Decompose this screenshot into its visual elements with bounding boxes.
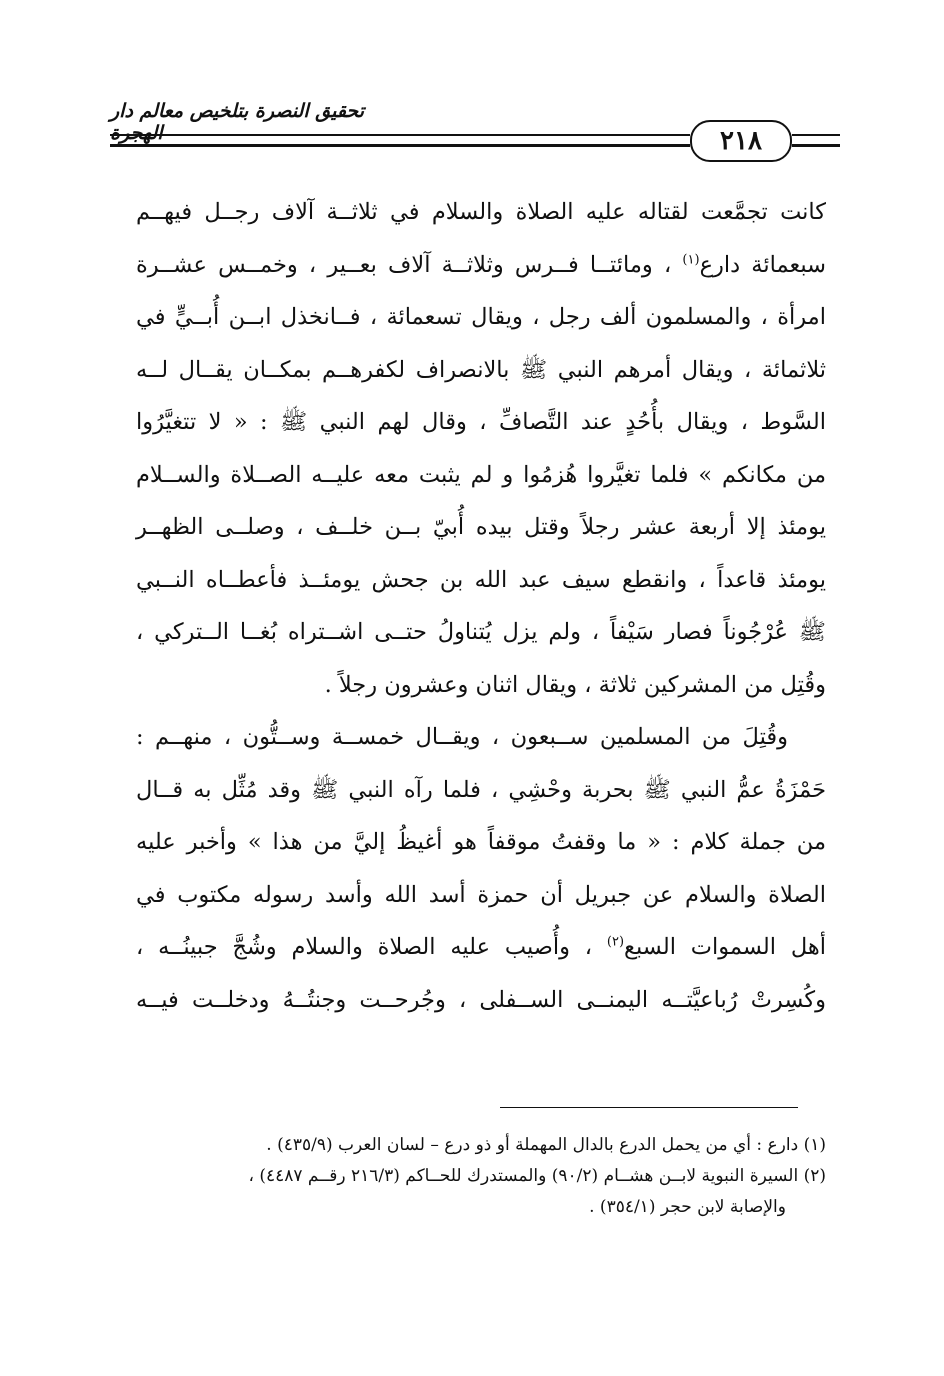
body-line-text: أهل السموات السبع	[624, 934, 826, 960]
body-line: حَمْزَةُ عمُّ النبي ﷺ بحربة وحْشِي ، فلما رآه النبي ﷺ وقد مُثِّل به قــال	[136, 776, 826, 803]
header-rule-thin	[110, 134, 690, 136]
body-line: يومئذ قاعداً ، وانقطع سيف عبد الله بن جحش يومئــذ فأعطــاه النــبي	[136, 566, 826, 593]
footnote-ref-2[interactable]: (٢)	[606, 934, 625, 950]
header-rule-thick	[110, 144, 690, 147]
header-rule-thin-right	[792, 134, 840, 136]
body-line-with-footnote-1	[136, 239, 826, 292]
page-number: ٢١٨	[690, 120, 792, 162]
body-line-text: ، وأُصيب عليه الصلاة والسلام وشُجَّ جبينُــه ،	[136, 934, 607, 960]
body-line: وقُتِل من المشركين ثلاثة ، ويقال اثنان وعشرون رجلاً .	[324, 671, 826, 698]
footnote-ref-1[interactable]: (١)	[682, 252, 700, 267]
body-line: من مكانكم » فلما تغيَّروا هُزمُوا و لم يثبت معه عليــه الصــلاة والســلام	[136, 461, 826, 488]
footnote-2: (٢) السيرة النبوية لابــن هشــام (٩٠/٢) والمستدرك للحــاكم (٢١٦/٣ رقــم ٤٤٨٧) ،	[248, 1166, 826, 1186]
footnote-2-continuation: والإصابة لابن حجر (٣٥٤/١) .	[589, 1197, 786, 1217]
body-line: امرأة ، والمسلمون ألف رجل ، ويقال تسعمائة ، فــانخذل ابــن أُبــيٍّ في	[136, 304, 826, 330]
body-line: ثلاثمائة ، ويقال أمرهم النبي ﷺ بالانصراف لكفرهــم بمكــان يقــال لــه	[136, 356, 826, 383]
body-text	[136, 186, 826, 1026]
body-line: السَّوط ، ويقال بأُحُدٍ عند التَّصافِّ ، وقال لهم النبي ﷺ : « لا تتغيَّرُوا	[136, 409, 826, 435]
body-line-text: ، ومائتــا فــرس وثلاثــة آلاف بعــير ، وخمــس عشــرة	[136, 251, 683, 278]
footnote-separator	[500, 1107, 798, 1108]
body-line: من جملة كلام : « ما وقفتُ موقفاً هو أغيظُ إليَّ من هذا » وأخبر عليه	[136, 829, 826, 855]
body-line: وكُسِرتْ رُباعيَّتــه اليمنــى الســفلى ، وجُرحــت وجنتُــهُ ودخلــت فيــه	[136, 986, 826, 1013]
body-line-text: سبعمائة دارع	[699, 251, 826, 278]
body-line: ﷺ عُرْجُوناً فصار سَيْفاً ، ولم يزل يُتناولُ حتــى اشــتراه بُغــا الــتركي ،	[136, 619, 826, 645]
body-line-paragraph-start: وقُتِلَ من المسلمين ســبعون ، ويقــال خمســة وســتُّون ، منهــم :	[136, 724, 788, 750]
body-line: الصلاة والسلام عن جبريل أن حمزة أسد الله وأسد رسوله مكتوب في	[136, 881, 826, 908]
running-title: تحقيق النصرة بتلخيص معالم دار الهجرة	[110, 100, 364, 144]
body-line-with-footnote-2	[136, 921, 826, 974]
header-rule-thick-right	[792, 144, 840, 147]
body-line: كانت تجمَّعت لقتاله عليه الصلاة والسلام في ثلاثــة آلاف رجــل فيهــم	[136, 199, 826, 225]
body-line: يومئذ إلا أربعة عشر رجلاً وقتل بيده أُبيّ بــن خلــف ، وصلــى الظهــر	[136, 514, 826, 540]
footnote-1: (١) دارع : أي من يحمل الدرع بالدال المهملة أو ذو درع – لسان العرب (٤٣٥/٩) .	[266, 1135, 826, 1155]
footnotes	[136, 1130, 826, 1223]
